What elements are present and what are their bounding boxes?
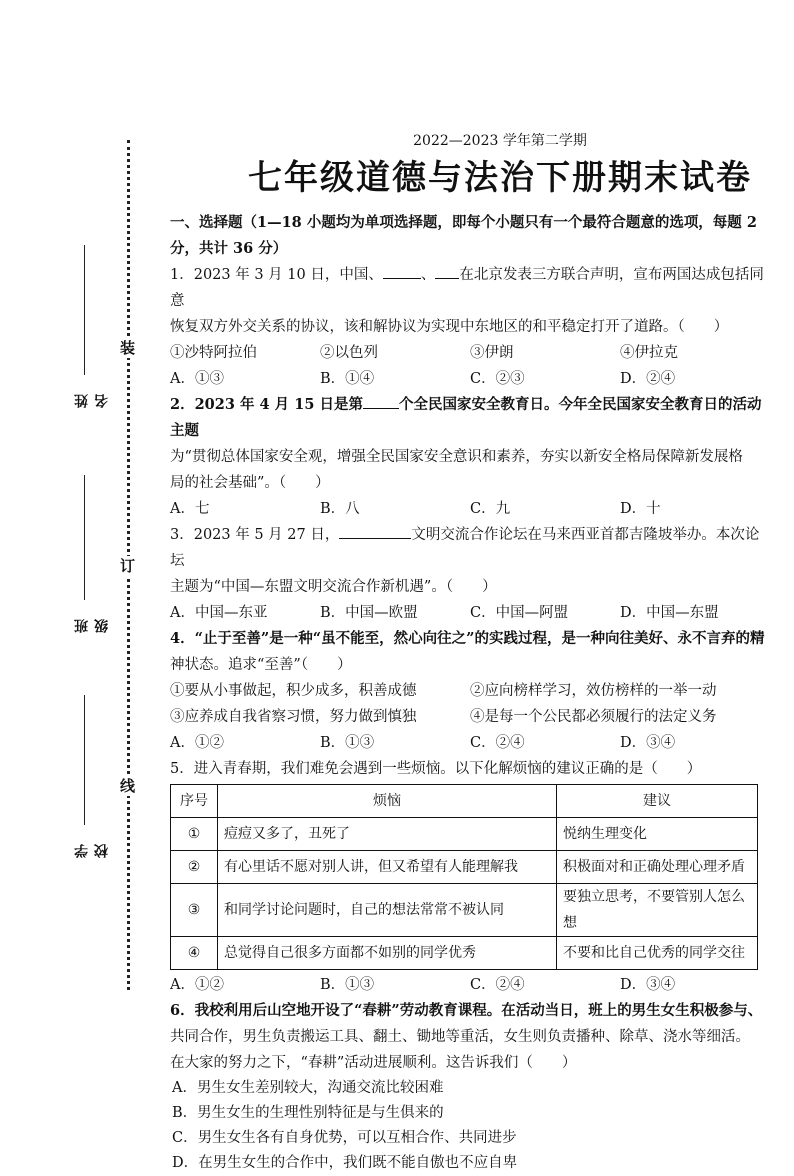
q5-choice-b[interactable]: B．①③	[320, 977, 375, 993]
q4-choice-d[interactable]: D．③④	[620, 735, 676, 751]
q1-blank-2[interactable]	[435, 278, 459, 279]
q5-table	[170, 784, 758, 970]
q4-text-line1: 4．“止于至善”是一种“虽不能至，然心向往之”的实践过程，是一种向往美好、永不言弃的精	[170, 630, 765, 647]
section-heading-line2: 分，共计 36 分）	[170, 240, 288, 257]
row-number: ①	[171, 818, 218, 851]
q5-choice-d[interactable]: D．③④	[620, 977, 676, 993]
q3-text-a: 3．2023 年 5 月 27 日，	[170, 527, 340, 543]
q6-option-a[interactable]: A．男生女生差别较大，沟通交流比较困难	[172, 1080, 444, 1096]
table-row	[171, 851, 758, 884]
table-row	[171, 818, 758, 851]
q2-choice-c[interactable]: C．九	[470, 501, 511, 517]
q3-choices	[170, 600, 770, 626]
q4-choices	[170, 730, 770, 756]
q4-item: ③应养成自我省察习惯，努力做到慎独	[170, 709, 417, 725]
q1-text-a: 1．2023 年 3 月 10 日，中国、	[170, 267, 383, 283]
column-header-number: 序号	[171, 785, 218, 818]
question-5	[170, 756, 770, 998]
q3-choice-a[interactable]: A．中国—东亚	[170, 605, 268, 621]
q1-item: ③伊朗	[470, 345, 514, 361]
binding-mark-xian: 线	[120, 777, 136, 795]
q6-option-d[interactable]: D．在男生女生的合作中，我们既不能自傲也不应自卑	[172, 1155, 518, 1171]
q2-choice-b[interactable]: B．八	[320, 501, 360, 517]
q4-items-row2	[170, 704, 770, 730]
row-number: ②	[171, 851, 218, 884]
row-worry: 痘痘又多了，丑死了	[218, 818, 557, 851]
q1-item: ①沙特阿拉伯	[170, 345, 257, 361]
q2-text-a: 2．2023 年 4 月 15 日是第	[170, 396, 363, 413]
q2-choices	[170, 496, 770, 522]
q3-choice-b[interactable]: B．中国—欧盟	[320, 605, 418, 621]
q1-items	[170, 340, 770, 366]
q1-text-line2: 恢复双方外交关系的协议，该和解协议为实现中东地区的和平稳定打开了道路。（ ）	[170, 319, 729, 335]
q6-text-line1: 6．我校利用后山空地开设了“春耕”劳动教育课程。在活动当日，班上的男生女生积极参与、	[170, 1002, 763, 1019]
school-field-label: 学校	[74, 840, 110, 858]
q4-item: ②应向榜样学习，效仿榜样的一举一动	[470, 683, 717, 699]
name-field-line	[84, 245, 85, 375]
q3-text-b: 文明交流合作论坛在马来西亚首都吉隆坡举办。本次论坛	[170, 527, 760, 569]
row-worry: 总觉得自己很多方面都不如别的同学优秀	[218, 937, 557, 970]
q1-choices	[170, 366, 770, 392]
q1-blank-1[interactable]	[383, 278, 421, 279]
question-3	[170, 522, 770, 626]
q2-choice-d[interactable]: D．十	[620, 501, 661, 517]
row-worry: 和同学讨论问题时，自己的想法常常不被认同	[218, 884, 557, 937]
q4-text-line2: 神状态。追求“至善”（ ）	[170, 657, 352, 673]
q2-text-b: 个全民国家安全教育日。今年全民国家安全教育日的活动主题	[170, 396, 762, 439]
q1-choice-a[interactable]: A．①③	[170, 371, 224, 387]
q4-choice-c[interactable]: C．②④	[470, 735, 525, 751]
q2-blank[interactable]	[363, 408, 399, 409]
table-row	[171, 937, 758, 970]
column-header-worry: 烦恼	[218, 785, 557, 818]
question-6	[170, 998, 770, 1176]
school-field-line	[84, 695, 85, 825]
q1-text-c: 在北京发表三方联合声明，宣布两国达成包括同意	[170, 267, 764, 309]
q3-text-line2: 主题为“中国—东盟文明交流合作新机遇”。（ ）	[170, 579, 497, 595]
binding-mark-zhuang: 装	[120, 339, 136, 357]
binding-mark-ding: 订	[120, 557, 136, 575]
q1-choice-b[interactable]: B．①④	[320, 371, 375, 387]
table-header-row	[171, 785, 758, 818]
q3-choice-c[interactable]: C．中国—阿盟	[470, 605, 569, 621]
row-advice: 要独立思考，不要管别人怎么想	[557, 884, 758, 937]
q4-item: ①要从小事做起，积少成多，积善成德	[170, 683, 417, 699]
q2-choice-a[interactable]: A．七	[170, 501, 210, 517]
exam-term: 2022—2023 学年第二学期	[413, 133, 587, 149]
q5-choice-c[interactable]: C．②④	[470, 977, 525, 993]
q4-item: ④是每一个公民都必须履行的法定义务	[470, 709, 717, 725]
question-2	[170, 392, 770, 522]
q1-item: ④伊拉克	[620, 345, 678, 361]
q4-items-row1	[170, 678, 770, 704]
name-field-label: 姓名	[74, 390, 110, 408]
question-4	[170, 626, 770, 756]
section-heading	[170, 210, 770, 262]
column-header-advice: 建议	[557, 785, 758, 818]
q3-choice-d[interactable]: D．中国—东盟	[620, 605, 719, 621]
q6-text-line3: 在大家的努力之下，“春耕”活动进展顺利。这告诉我们（ ）	[170, 1055, 577, 1071]
q2-text-line2: 为“贯彻总体国家安全观，增强全民国家安全意识和素养，夯实以新安全格局保障新发展格	[170, 449, 743, 465]
question-1	[170, 262, 770, 392]
q1-text-b: 、	[420, 267, 436, 283]
q6-text-line2: 共同合作，男生负责搬运工具、翻土、锄地等重活，女生则负责播种、除草、浇水等细活。	[170, 1029, 750, 1045]
class-field-label: 班级	[74, 615, 110, 633]
row-advice: 不要和比自己优秀的同学交往	[557, 937, 758, 970]
q4-choice-b[interactable]: B．①③	[320, 735, 375, 751]
row-number: ③	[171, 884, 218, 937]
row-advice: 积极面对和正确处理心理矛盾	[557, 851, 758, 884]
q1-item: ②以色列	[320, 345, 378, 361]
class-field-line	[84, 475, 85, 600]
row-advice: 悦纳生理变化	[557, 818, 758, 851]
row-worry: 有心里话不愿对别人讲，但又希望有人能理解我	[218, 851, 557, 884]
q5-choices	[170, 972, 770, 998]
q2-text-line3: 局的社会基础”。（ ）	[170, 475, 330, 491]
q5-choice-a[interactable]: A．①②	[170, 977, 224, 993]
table-row	[171, 884, 758, 937]
binding-margin	[0, 0, 140, 1123]
q5-stem: 5．进入青春期，我们难免会遇到一些烦恼。以下化解烦恼的建议正确的是（ ）	[170, 761, 702, 777]
q6-option-b[interactable]: B．男生女生的生理性别特征是与生俱来的	[172, 1105, 444, 1121]
exam-title: 七年级道德与法治下册期末试卷	[248, 158, 752, 198]
q1-choice-d[interactable]: D．②④	[620, 371, 676, 387]
row-number: ④	[171, 937, 218, 970]
exam-content	[170, 130, 770, 1176]
section-heading-line1: 一、选择题（1—18 小题均为单项选择题，即每个小题只有一个最符合题意的选项，每题 2	[170, 214, 757, 231]
q1-choice-c[interactable]: C．②③	[470, 371, 525, 387]
q4-choice-a[interactable]: A．①②	[170, 735, 224, 751]
q3-blank[interactable]	[339, 538, 411, 539]
q6-option-c[interactable]: C．男生女生各有自身优势，可以互相合作、共同进步	[172, 1130, 517, 1146]
